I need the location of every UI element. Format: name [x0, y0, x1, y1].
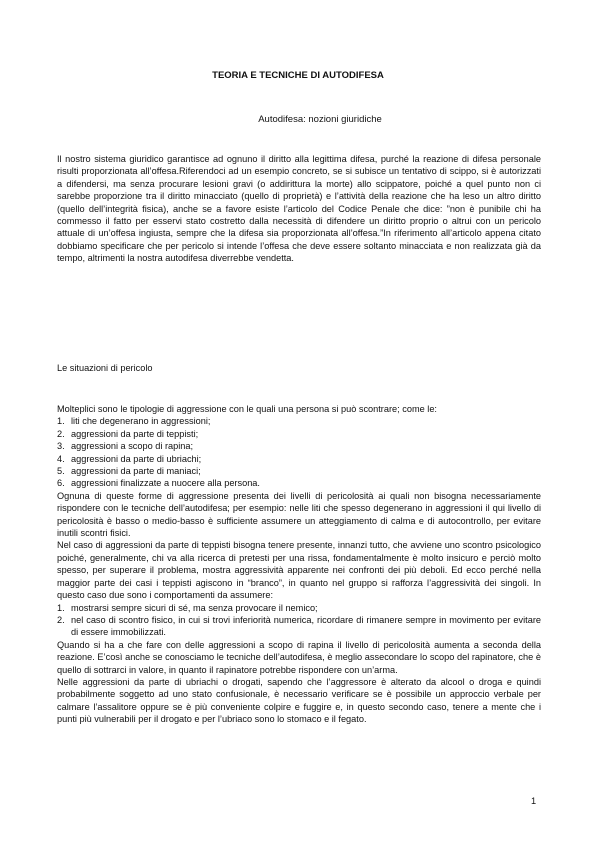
document-subtitle: Autodifesa: nozioni giuridiche: [258, 114, 382, 125]
list-item: 4. aggressioni da parte di ubriachi;: [57, 453, 202, 464]
behaviors-list: [57, 602, 541, 639]
list-item: 1. liti che degenerano in aggressioni;: [57, 416, 211, 427]
paragraph-each: Ognuna di queste forme di aggressione presenta dei livelli di pericolosità ai quali non bisogna necessariamente rispondere con le tecniche dell’autodifesa; per esempio: nelle liti che spesso degenerano in aggressioni il qui livello di pericolosità è basso o medio-basso è sufficiente assumere un atteggiamento di calma e di autocontrollo, per evitare inutili scontri fisici.: [57, 490, 541, 539]
list-intro-paragraph: Molteplici sono le tipologie di aggressione con le quali una persona si può scontrare; come le:: [57, 404, 437, 414]
aggression-types-list: [57, 415, 541, 489]
content-section: [57, 403, 541, 726]
paragraph-rapina: Quando si ha a che fare con delle aggressioni a scopo di rapina il livello di pericolosità aumenta a seconda della reazione. E’così anche se conosciamo le tecniche dell’autodifesa, è meglio assecondare lo scopo del rapinatore, che è quello di sottrarci in valore, in quanto il rapinatore potrebbe rispondere con un’arma.: [57, 639, 541, 675]
list-item: 3. aggressioni a scopo di rapina;: [57, 441, 194, 452]
list-item: 6. aggressioni finalizzate a nuocere alla persona.: [57, 478, 260, 489]
intro-section: [57, 153, 541, 265]
list-item: 2. nel caso di scontro fisico, in cui si trovi inferiorità numerica, ricordare di rimanere sempre in movimento per evitare di essere immobilizzati.: [57, 614, 541, 638]
intro-paragraph: Il nostro sistema giuridico garantisce ad ognuno il diritto alla legittima difesa, purché la reazione di difesa personale risulti proporzionata all’offesa.Riferendoci ad un esempio concreto, se si subisce un tentativo di scippo, si è autorizzati a difendersi, ma senza procurare lesioni gravi (o addirittura la morte) allo scippatore, poiché a quel punto non ci sarebbe proporzione tra il diritto minacciato (quello di proprietà) e l’attività della reazione che ha leso un altro diritto (quello dell’integrità fisica), anche se a favore esiste l’articolo del Codice Penale che dice: ”non è punibile chi ha commesso il fatto per esservi stato costretto dalla necessità di difendere un diritto proprio o altrui con un pericolo attuale di un’offesa ingiusta, sempre che la difesa sia proporzionata all’offesa.”In riferimento all’articolo appena citato dobbiamo specificare che per pericolo si intende l’offesa che deve essere soltanto minacciata e non realizzata già da tempo, altrimenti la nostra autodifesa diverrebbe vendetta.: [57, 154, 541, 264]
section-heading: Le situazioni di pericolo: [57, 363, 153, 373]
list-item: 1. mostrarsi sempre sicuri di sé, ma senza provocare il nemico;: [57, 602, 318, 613]
list-item: 2. aggressioni da parte di teppisti;: [57, 428, 199, 439]
page-number: 1: [531, 796, 537, 806]
document-title: TEORIA E TECNICHE DI AUTODIFESA: [212, 70, 384, 81]
paragraph-ubriachi: Nelle aggressioni da parte di ubriachi o drogati, sapendo che l’aggressore è alterato da alcool o droga e quindi probabilmente soggetto ad uno stato confusionale, è necessario verificare se è possibile un approccio verbale per calmare l’assalitore oppure se è più conveniente colpire e fuggire e, in questo secondo caso, tenere a mente che i punti più vulnerabili per il drogato e per l’ubriaco sono lo stomaco e il fegato.: [57, 676, 541, 725]
list-item: 5. aggressioni da parte di maniaci;: [57, 466, 201, 477]
paragraph-teppisti: Nel caso di aggressioni da parte di teppisti bisogna tenere presente, innanzi tutto, che avviene uno scontro psicologico poiché, generalmente, chi va alla ricerca di pretesti per una rissa, fondamentalmente è molto insicuro e perciò molto spesso, per superare il problema, mostra aggressività apparente nei confronti dei più deboli. Ed ecco perché nella maggior parte dei casi i teppisti agiscono in “branco”, in quanto nel gruppo si rafforza l’aggressività dei singoli. In questo caso due sono i comportamenti da assumere:: [57, 540, 541, 601]
